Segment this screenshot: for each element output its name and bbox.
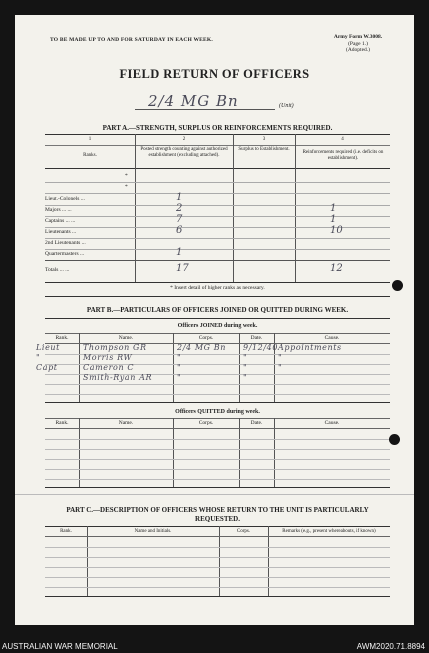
punch-hole-lower [389,434,400,445]
joined-cause: " [278,363,283,372]
joined-cause: " [278,353,283,362]
joined-row-rule [45,394,390,395]
header-note: TO BE MADE UP TO AND FOR SATURDAY IN EACH WEEK. [50,37,213,43]
joined-corps: 2/4 MG Bn [177,343,226,352]
part-c-col-header: Rank. [60,529,72,534]
joined-rank: " [36,353,41,362]
part-a-header-rule [45,168,390,169]
part-c-col-header: Corps. [236,529,251,534]
joined-col-header: Cause. [324,335,340,341]
joined-date: " [243,363,248,372]
quitted-col-header: Rank. [55,420,69,426]
punch-hole-upper [392,280,403,291]
rank-row-rule [45,238,390,239]
footer-accession: AWM2020.71.8894 [356,642,425,651]
part-c-top-rule [45,526,390,527]
rank-label: Totals ... ... [45,267,70,273]
joined-col-header: Name. [118,335,134,341]
col-num-4: 4 [341,137,344,142]
army-form-label: Army Form W.3008. [333,34,383,40]
rank-label: Captains ... ... [45,218,76,224]
surplus-header: Surplus to Establishment. [238,147,290,152]
army-form-number [330,34,386,54]
reinforcement-value: 10 [330,225,343,236]
quitted-row-rule [45,469,390,470]
unit-label: (Unit) [279,103,294,109]
part-a-heading: PART A.—STRENGTH, SURPLUS OR REINFORCEMENTS REQUIRED. [102,124,333,132]
rank-row-rule [45,205,390,206]
rank-label: * [125,173,128,179]
part-c-row-rule [45,577,390,578]
reinforcement-value: 12 [330,263,343,274]
part-c-row-rule [45,587,390,588]
rank-label: 2nd Lieutenants ... [45,240,86,246]
joined-title: Officers JOINED during week. [177,323,258,329]
rank-row-rule [45,193,390,194]
posted-value: 7 [176,214,183,225]
part-c-col-header: Remarks (e.g., present whereabouts, if known) [282,529,376,534]
reinforcement-value: 1 [330,203,337,214]
totals-rule [45,260,390,261]
joined-col-header: Date. [250,335,263,341]
joined-row-rule [45,384,390,385]
joined-col-header: Rank. [55,335,69,341]
joined-rank: Lieut [36,343,60,352]
quitted-col-header: Cause. [324,420,340,426]
part-a-top-rule [45,134,390,135]
part-a-bottom-rule [45,282,390,283]
part-b-top-rule [45,318,390,319]
part-c-row-rule [45,567,390,568]
quitted-col-header: Corps. [198,420,214,426]
joined-name: Thompson GR [83,343,147,352]
posted-value: 1 [176,192,183,203]
joined-bottom-rule [45,402,390,403]
joined-name: Cameron C [83,363,135,372]
col-num-2: 2 [182,137,186,142]
rank-label: * [125,184,128,190]
part-a-end-rule [45,296,390,297]
rank-label: Lieutenants ... [45,229,77,235]
rank-label: Quartermasters ... [45,251,85,257]
part-a-number-rule [45,145,390,146]
ranks-header: Ranks. [83,153,97,158]
unit-handwritten: 2/4 MG Bn [148,92,239,110]
rank-label: Lieut.-Colonels ... [45,196,85,202]
rank-row-rule [45,216,390,217]
joined-name: Smith-Ryan AR [83,373,153,382]
part-c-header-rule [45,536,390,537]
rank-row-rule [45,249,390,250]
part-c-heading: PART C.—DESCRIPTION OF OFFICERS WHOSE RETURN TO THE UNIT IS PARTICULARLY REQUESTED. [66,506,369,523]
col-num-1: 1 [88,137,92,142]
rank-label: Majors ... ... [45,207,72,213]
joined-name: Morris RW [83,353,133,362]
joined-corps: " [177,373,182,382]
part-c-bottom-rule [45,596,390,597]
quitted-bottom-rule [45,487,390,488]
part-b-heading: PART B.—PARTICULARS OF OFFICERS JOINED OR QUITTED DURING WEEK. [86,306,349,314]
quitted-header-rule [45,428,390,429]
quitted-row-rule [45,459,390,460]
part-c-row-rule [45,557,390,558]
footer-credit: AUSTRALIAN WAR MEMORIAL [2,642,118,651]
joined-corps: " [177,363,182,372]
part-a-footnote: * Insert detail of higher ranks as necessary. [170,285,265,291]
posted-header: Posted strength counting against authorized establishment (excluding attached). [140,147,228,158]
rank-row-rule [45,182,390,183]
quitted-row-rule [45,449,390,450]
posted-value: 17 [176,263,189,274]
quitted-title-rule [45,418,390,419]
quitted-row-rule [45,479,390,480]
quitted-col-header: Date. [250,420,263,426]
posted-value: 1 [176,247,183,258]
adopted-label: (Adopted.) [346,47,370,53]
fold-line [15,494,414,495]
joined-title-rule [45,333,390,334]
quitted-row-rule [45,439,390,440]
joined-cause: Appointments [278,343,342,352]
joined-col-header: Corps. [198,335,214,341]
joined-date: " [243,373,248,382]
page-label: (Page 1.) [348,40,368,47]
quitted-title: Officers QUITTED during week. [175,409,260,415]
posted-value: 6 [176,225,183,236]
joined-date: " [243,353,248,362]
joined-corps: " [177,353,182,362]
quitted-col-header: Name. [118,420,134,426]
reinforcements-header: Reinforcements required (i.e. deficits on establishment). [302,150,384,161]
col-num-3: 3 [262,137,266,142]
part-c-col-header: Name and Initials. [134,529,172,534]
form-title: FIELD RETURN OF OFFICERS [119,67,310,81]
joined-rank: Capt [36,363,58,372]
part-c-row-rule [45,547,390,548]
posted-value: 2 [176,203,183,214]
reinforcement-value: 1 [330,214,337,225]
joined-date: 9/12/40 [243,343,279,352]
